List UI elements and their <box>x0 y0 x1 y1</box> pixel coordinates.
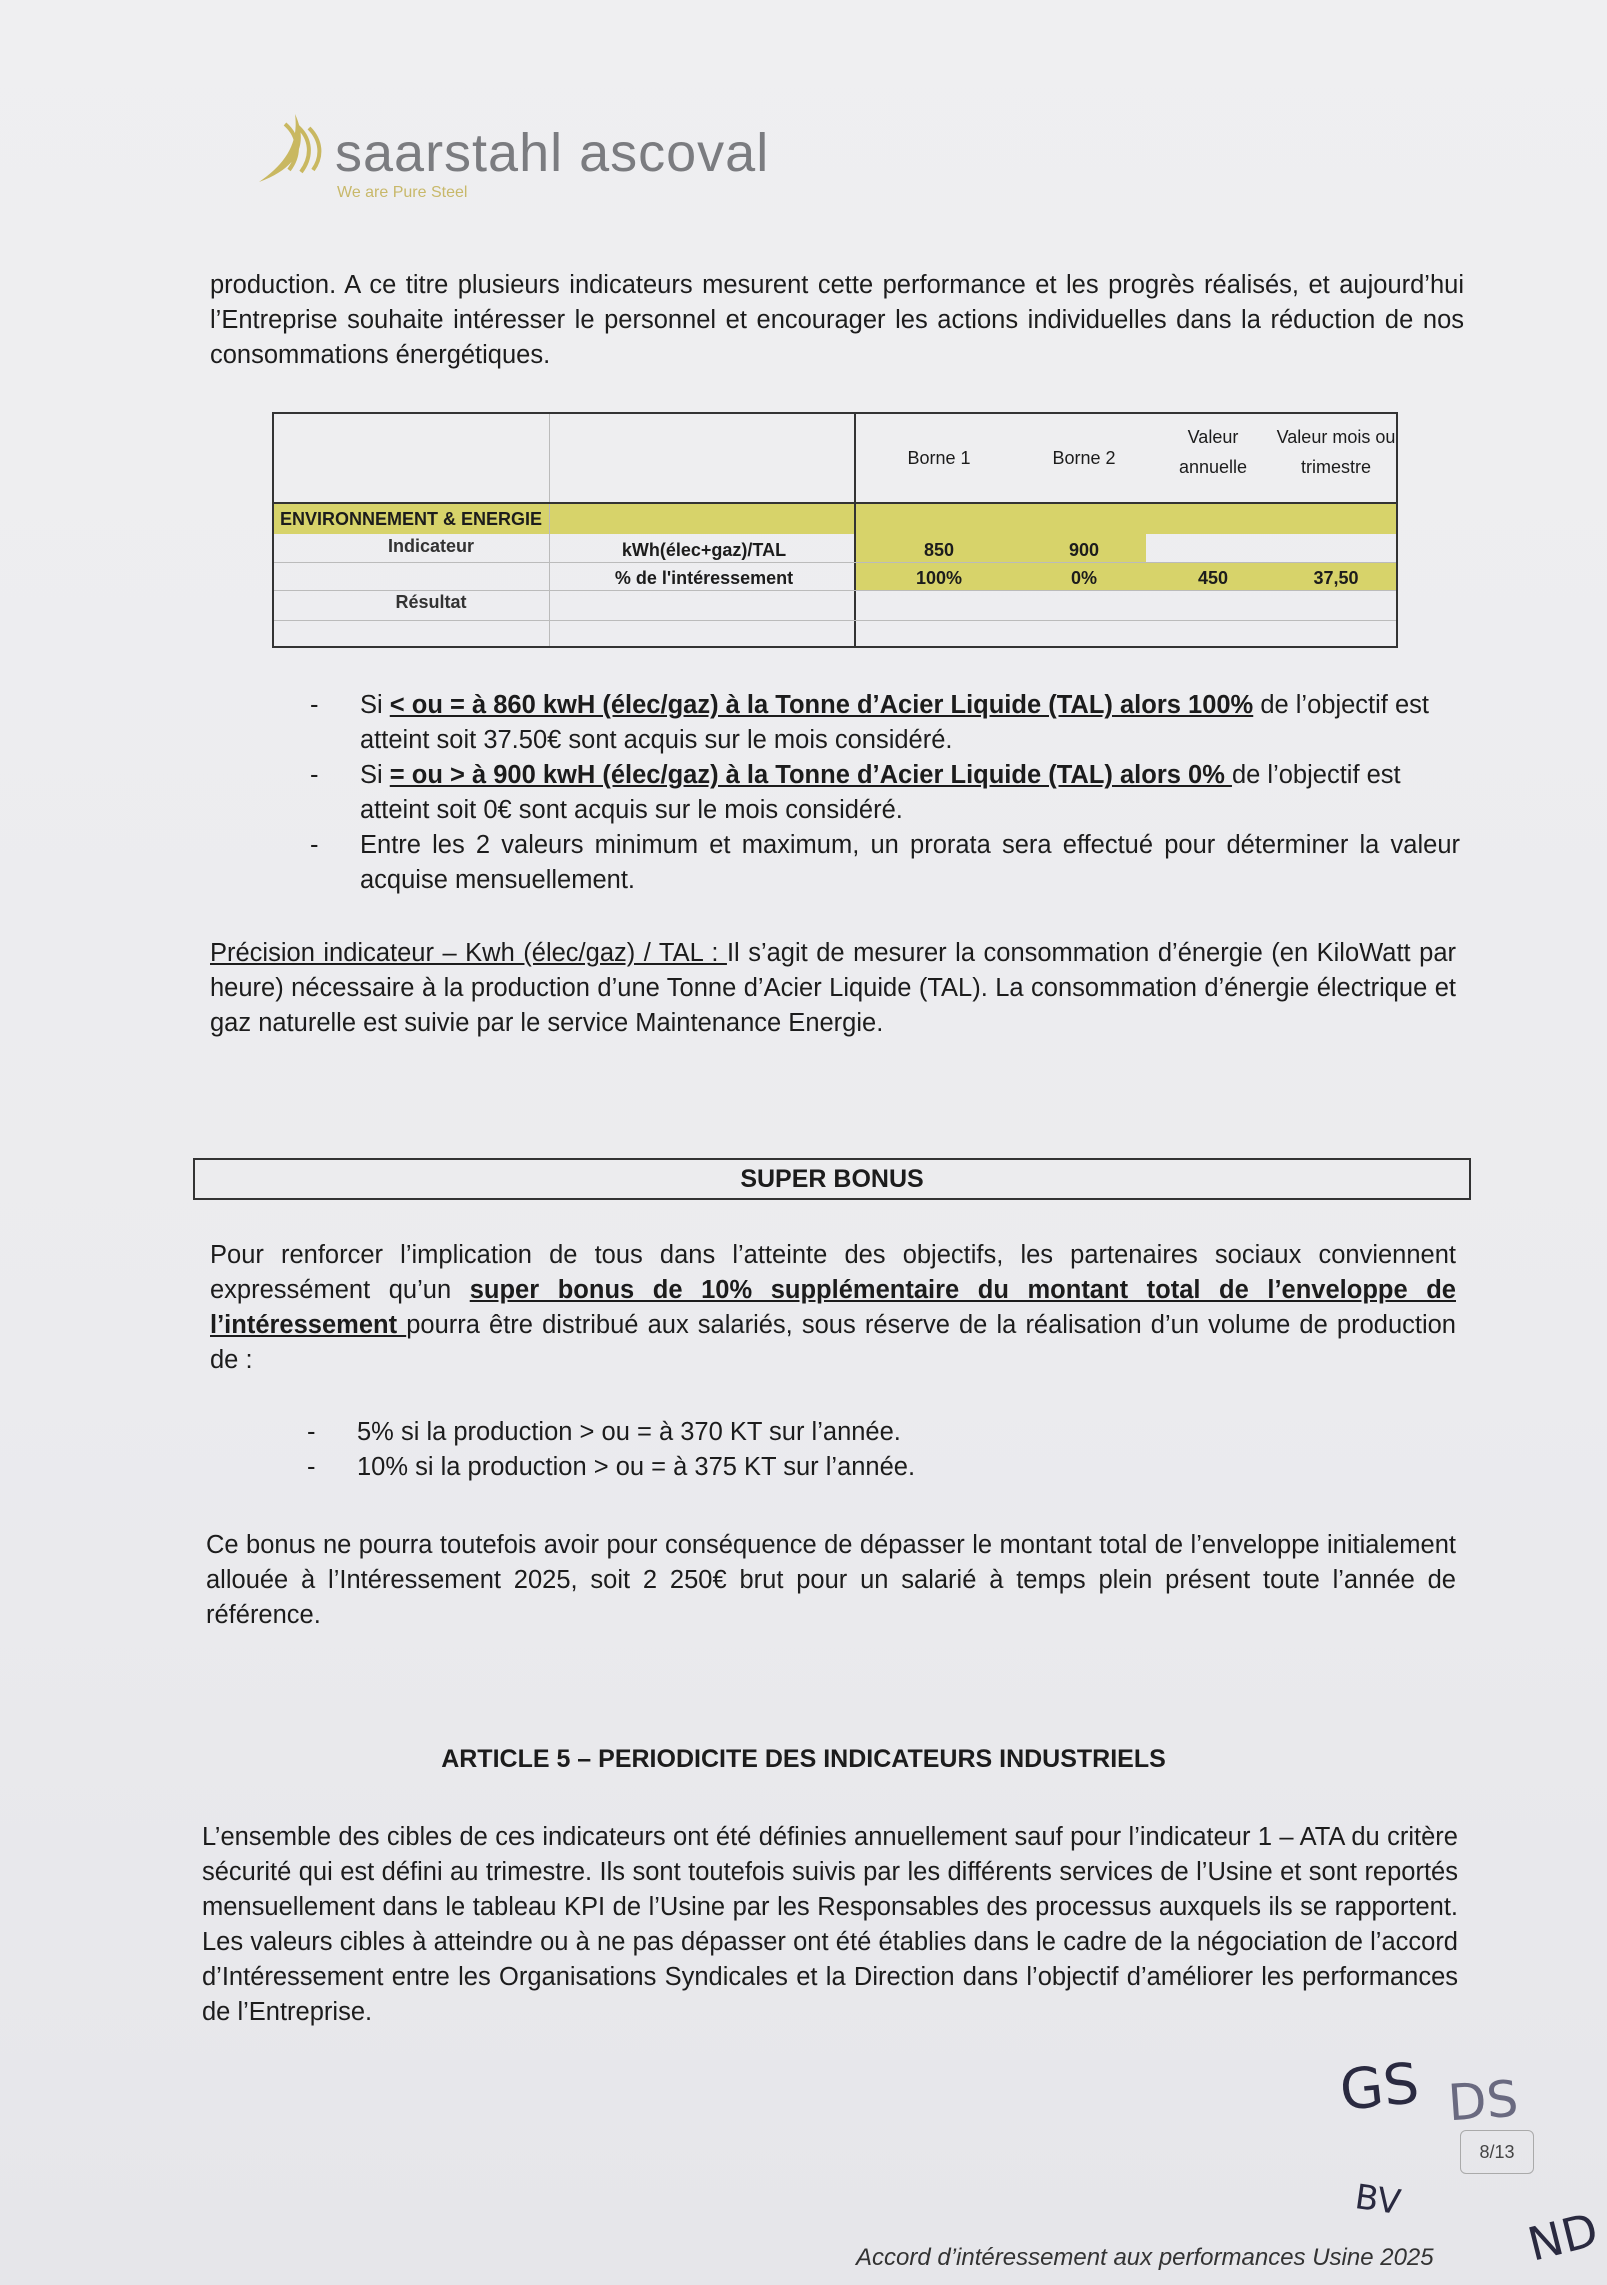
dash-icon: - <box>307 1453 316 1481</box>
energy-indicator-table <box>272 412 1398 648</box>
table-row-line <box>274 562 1396 563</box>
row2-borne2: 0% <box>1070 568 1097 588</box>
table-divider <box>854 414 856 646</box>
logo-name: saarstahl ascoval <box>335 123 770 183</box>
threshold-list <box>310 688 1460 898</box>
row2-unit: % de l'intéressement <box>614 568 794 588</box>
bonus-note-paragraph: Ce bonus ne pourra toutefois avoir pour conséquence de dépasser le montant total de l’enveloppe initialement allouée à l’Intéressement 2025, soit 2 250€ brut pour un salarié à temps plein présent toute l’année de référence. <box>206 1531 1456 1629</box>
precision-label: Précision indicateur – Kwh (élec/gaz) / TAL : <box>210 939 727 967</box>
list-item: - Si < ou = à 860 kwH (élec/gaz) à la Tonne d’Acier Liquide (TAL) alors 100% de l’objectif est atteint soit 37.50€ sont acquis sur le mois considéré. <box>360 688 1460 758</box>
intro-paragraph <box>210 268 1464 373</box>
initials-ds: DS <box>1446 2069 1521 2133</box>
article5-title: ARTICLE 5 – PERIODICITE DES INDICATEURS INDUSTRIELS <box>441 1745 1166 1773</box>
header-mois: Valeur mois ou trimestre <box>1276 427 1396 477</box>
company-logo <box>255 104 815 204</box>
list-item: - Entre les 2 valeurs minimum et maximum, un prorata sera effectué pour déterminer la valeur acquise mensuellement. <box>360 828 1460 898</box>
header-borne2: Borne 2 <box>1052 448 1116 468</box>
resultat-label: Résultat <box>395 592 467 612</box>
super-bonus-emphasis: super bonus de 10% supplémentaire du montant total de l’enveloppe de l’intéressement <box>210 1276 1456 1339</box>
dash-icon: - <box>307 1418 316 1446</box>
logo-swoosh-icon <box>255 104 335 194</box>
header-borne1: Borne 1 <box>907 448 971 468</box>
page-number: 8/13 <box>1460 2130 1534 2174</box>
dash-icon: - <box>310 691 319 719</box>
header-annuelle: Valeur annuelle <box>1178 427 1248 477</box>
precision-text: Il s’agit de mesurer la consommation d’énergie (en KiloWatt par heure) nécessaire à la production d’une Tonne d’Acier Liquide (TAL). La consommation d’énergie électrique et gaz naturelle est suivie par le service Maintenance Energie. <box>210 939 1457 1037</box>
row2-annuelle: 450 <box>1197 568 1229 588</box>
table-divider-light <box>549 414 550 646</box>
dash-icon: - <box>310 831 319 859</box>
intro-text: production. A ce titre plusieurs indicateurs mesurent cette performance et les progrès réalisés, et aujourd’hui l’Entreprise souhaite intéresser le personnel et encourager les actions individuelles dans la réduction de nos consommations énergétiques. <box>210 271 1464 369</box>
row1-borne2: 900 <box>1068 540 1100 560</box>
row1-unit: kWh(élec+gaz)/TAL <box>621 540 787 560</box>
precision-paragraph <box>210 936 1456 1041</box>
initials-bv: BV <box>1352 2177 1404 2223</box>
production-list <box>307 1415 1357 1485</box>
super-bonus-paragraph: Pour renforcer l’implication de tous dans l’atteinte des objectifs, les partenaires sociaux conviennent expressément qu’un super bonus de 10% supplémentaire du montant total de l’enveloppe de l’intéressement pourra être distribué aux salariés, sous réserve de la réalisation d’un volume de production de : <box>210 1241 1456 1374</box>
table-row-line <box>274 620 1396 621</box>
initials-gs: GS <box>1336 2051 1423 2124</box>
article5-paragraph: L’ensemble des cibles de ces indicateurs ont été définies annuellement sauf pour l’indicateur 1 – ATA du critère sécurité qui est défini au trimestre. Ils sont toutefois suivis par les différents services de l’Usine et sont reportés mensuellement dans le tableau KPI de l’Usine par les Responsables des processus auxquels ils se rapportent. Les valeurs cibles à atteindre ou à ne pas dépasser ont été établies dans le cadre de la négociation de l’accord d’Intéressement entre les Organisations Syndicales et la Direction dans l’objectif d’améliorer les performances de l’Entreprise. <box>202 1823 1458 2026</box>
dash-icon: - <box>310 761 319 789</box>
row1-borne1: 850 <box>923 540 955 560</box>
list-item: - Si = ou > à 900 kwH (élec/gaz) à la Tonne d’Acier Liquide (TAL) alors 0% de l’objectif est atteint soit 0€ sont acquis sur le mois considéré. <box>360 758 1460 828</box>
row2-borne1: 100% <box>915 568 963 588</box>
initials-nd: ND <box>1522 2202 1604 2272</box>
row2-mois: 37,50 <box>1313 568 1359 588</box>
list-item: - 10% si la production > ou = à 375 KT sur l’année. <box>357 1450 1357 1485</box>
table-header-line <box>274 502 1396 504</box>
section-title: ENVIRONNEMENT & ENERGIE <box>280 509 543 529</box>
page-footer: Accord d’intéressement aux performances Usine 2025 <box>856 2244 1434 2271</box>
logo-tagline: We are Pure Steel <box>337 184 468 201</box>
list-item: - 5% si la production > ou = à 370 KT sur l’année. <box>357 1415 1357 1450</box>
super-bonus-title: SUPER BONUS <box>193 1158 1471 1200</box>
indicateur-label: Indicateur <box>387 536 475 556</box>
